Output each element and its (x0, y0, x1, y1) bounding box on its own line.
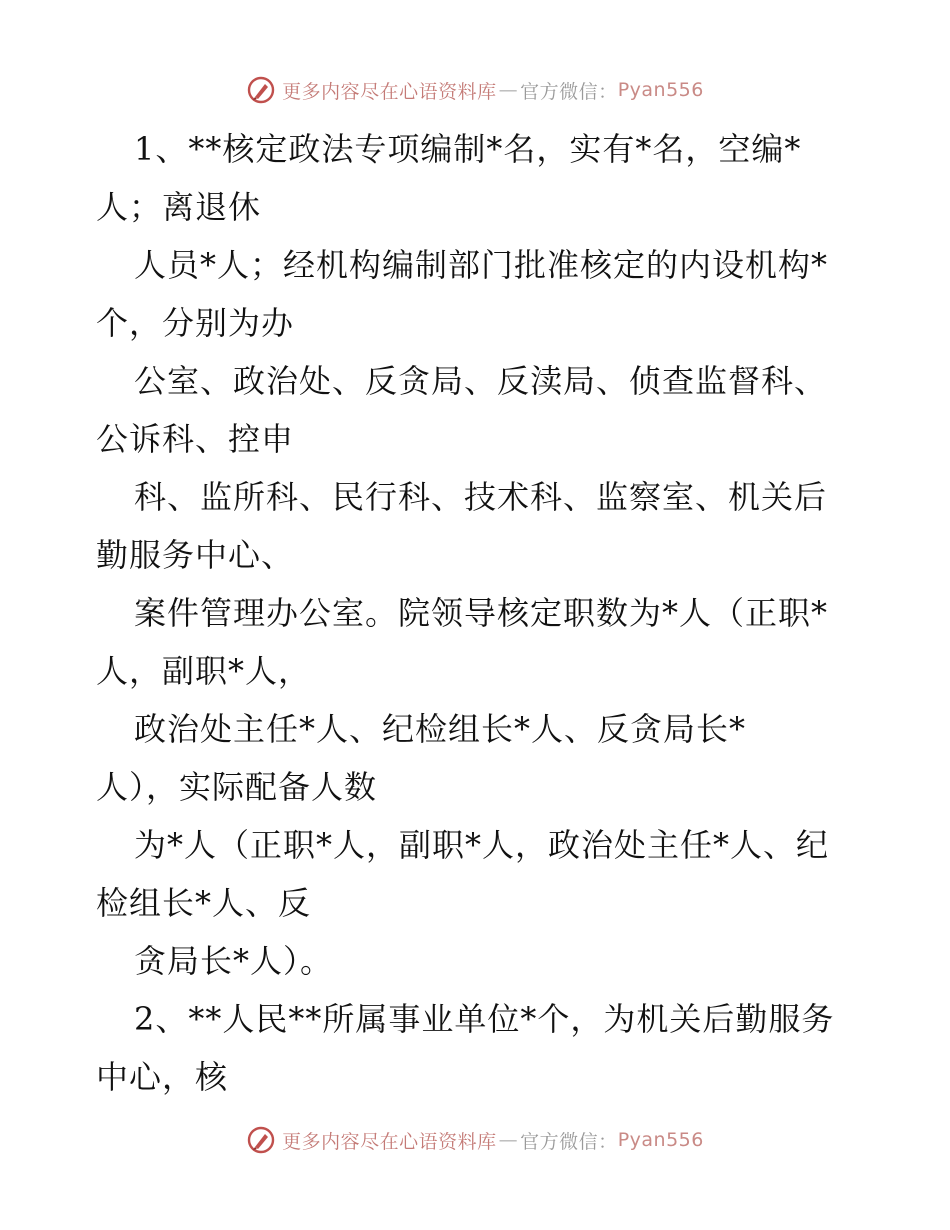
text-line: 个，分别为办 (96, 304, 295, 342)
text-line: 人，副职*人， (96, 652, 312, 690)
watermark-official-label: 官方微信： (520, 80, 618, 103)
text-line: 科、监所科、民行科、技术科、监察室、机关后 (134, 478, 828, 516)
watermark-dash: — (498, 1129, 519, 1151)
text-line: 检组长*人、反 (96, 884, 312, 922)
watermark-official-label: 官方微信： (520, 1130, 618, 1153)
text-line: 人），实际配备人数 (96, 768, 378, 806)
text-line: 2、**人民**所属事业单位*个，为机关后勤服务 (134, 1000, 835, 1038)
document-body (96, 120, 866, 1106)
watermark-dash: — (498, 79, 519, 101)
watermark-brand: 更多内容尽在心语资料库 (282, 80, 497, 103)
pen-logo-icon (246, 1125, 276, 1155)
text-line: 公诉科、控申 (96, 420, 295, 458)
text-line: 勤服务中心、 (96, 536, 295, 574)
watermark-wechat-id: Pyan556 (617, 1129, 704, 1151)
text-line: 案件管理办公室。院领导核定职数为*人（正职* (134, 594, 829, 632)
watermark-brand: 更多内容尽在心语资料库 (282, 1130, 497, 1153)
text-line: 1、**核定政法专项编制*名，实有*名，空编* (134, 130, 802, 168)
text-line: 公室、政治处、反贪局、反渎局、侦查监督科、 (134, 362, 828, 400)
text-line: 中心，核 (96, 1058, 229, 1096)
text-line: 贪局长*人）。 (134, 942, 334, 980)
watermark-wechat-id: Pyan556 (617, 79, 704, 101)
text-line: 政治处主任*人、纪检组长*人、反贪局长* (134, 710, 747, 748)
text-line: 人；离退休 (96, 188, 262, 226)
text-line: 人员*人；经机构编制部门批准核定的内设机构* (134, 246, 829, 284)
pen-logo-icon (246, 75, 276, 105)
header-watermark (0, 70, 950, 110)
text-line: 为*人（正职*人，副职*人，政治处主任*人、纪 (134, 826, 830, 864)
footer-watermark (0, 1120, 950, 1160)
